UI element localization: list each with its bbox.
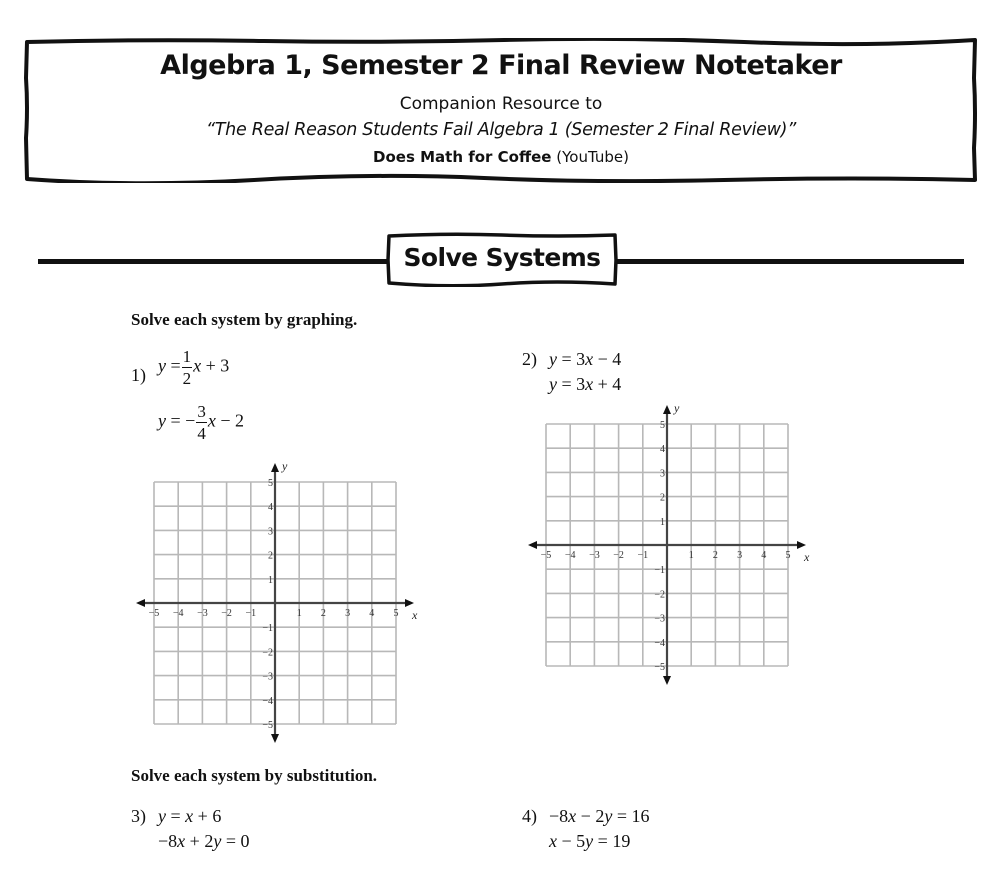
y-axis-label: y [674, 401, 680, 415]
x-tick-label: 5 [393, 608, 399, 619]
y-axis-down-arrow-icon [663, 676, 671, 685]
credit-name: Does Math for Coffee [373, 148, 552, 166]
x-tick-label: 1 [688, 550, 694, 561]
header-box [24, 38, 978, 183]
x-tick-label: −3 [589, 550, 600, 561]
x-tick-label: 4 [761, 550, 767, 561]
variable: x [185, 806, 194, 826]
eq-rest: − 2 [220, 410, 244, 431]
problem-3-equation-1: y = x + 6 [158, 806, 222, 826]
variable: x [177, 831, 186, 851]
x-axis-left-arrow-icon [528, 541, 537, 549]
variable: x [568, 806, 577, 826]
y-axis-label: y [282, 459, 288, 473]
fraction-denominator: 2 [182, 369, 192, 388]
section-title: Solve Systems [403, 243, 601, 272]
problem-1-equation-2 [158, 403, 244, 442]
y-tick-label: 3 [660, 468, 665, 480]
fraction-denominator: 4 [197, 424, 206, 443]
eq-lhs: y [158, 355, 166, 376]
variable: y [158, 806, 166, 826]
x-tick-label: −1 [637, 550, 649, 561]
eq-var: x [585, 374, 594, 394]
x-tick-label: −3 [197, 608, 208, 619]
x-tick-label: −5 [148, 608, 160, 619]
coordinate-grid-2[interactable] [522, 397, 822, 697]
y-tick-label: 5 [660, 420, 665, 431]
eq-lhs: y [549, 349, 557, 369]
eq-op: = [170, 410, 181, 431]
section-divider-right [616, 259, 964, 264]
y-tick-label: 4 [660, 444, 665, 456]
x-axis-label: x [804, 550, 810, 564]
x-axis-right-arrow-icon [405, 599, 414, 607]
y-tick-label: −5 [262, 720, 273, 731]
eq-var: x [207, 410, 216, 431]
eq-rest: − 4 [593, 349, 622, 369]
y-tick-label: 1 [268, 574, 273, 586]
problem-1-equation-1 [158, 348, 229, 387]
variable: y [213, 831, 222, 851]
x-tick-label: 4 [369, 608, 375, 619]
eq-op: = [170, 355, 181, 376]
video-title: “The Real Reason Students Fail Algebra 1 (Semester 2 Final Review)” [206, 120, 796, 140]
y-tick-label: 4 [268, 502, 273, 514]
substitution-instruction: Solve each system by substitution. [131, 766, 378, 785]
x-tick-label: −4 [564, 550, 576, 561]
eq-rhs: = 3 [557, 374, 586, 394]
credit-line [24, 148, 978, 166]
y-axis-up-arrow-icon [663, 405, 671, 414]
fraction-numerator: 1 [182, 347, 192, 366]
y-tick-label: −4 [262, 695, 273, 707]
x-tick-label: −4 [172, 608, 184, 619]
y-tick-label: 2 [660, 492, 665, 504]
x-axis-right-arrow-icon [797, 541, 806, 549]
fraction [182, 348, 193, 387]
eq-rest: + 3 [205, 355, 230, 376]
y-tick-label: 3 [268, 526, 273, 538]
eq-rest: + 4 [593, 374, 622, 394]
coordinate-grid-1[interactable] [130, 455, 430, 755]
x-tick-label: 2 [712, 550, 718, 561]
problem-4-number: 4) [522, 806, 537, 826]
section-divider-left [38, 259, 388, 264]
y-tick-label: −2 [654, 589, 665, 601]
x-tick-label: −5 [540, 550, 552, 561]
y-tick-label: −2 [262, 647, 273, 659]
document-title: Algebra 1, Semester 2 Final Review Notetaker [160, 50, 842, 81]
x-tick-label: −2 [221, 608, 232, 619]
variable: y [585, 831, 594, 851]
x-tick-label: 5 [785, 550, 791, 561]
x-tick-label: −1 [245, 608, 257, 619]
problem-3-equation-2: −8x + 2y = 0 [158, 831, 250, 851]
x-tick-label: 3 [737, 550, 743, 561]
problem-2-number: 2) [522, 349, 537, 369]
y-tick-label: −3 [654, 613, 665, 625]
credit-platform: (YouTube) [556, 148, 629, 166]
problem-3-number: 3) [131, 806, 146, 826]
fraction-numerator: 3 [197, 402, 206, 421]
graphing-instruction: Solve each system by graphing. [131, 310, 358, 329]
y-tick-label: −1 [262, 623, 273, 635]
x-axis-left-arrow-icon [136, 599, 145, 607]
eq-sign: − [185, 410, 196, 431]
y-tick-label: 2 [268, 550, 273, 562]
section-header [386, 232, 618, 287]
y-tick-label: 5 [268, 478, 273, 489]
problem-4-equation-2: x − 5y = 19 [549, 831, 631, 851]
x-tick-label: 1 [296, 608, 302, 619]
problem-2-equation-2 [549, 374, 621, 395]
y-tick-label: −5 [654, 662, 665, 673]
y-axis-up-arrow-icon [271, 463, 279, 472]
eq-lhs: y [549, 374, 557, 394]
y-tick-label: −1 [654, 565, 665, 577]
eq-lhs: y [158, 410, 166, 431]
eq-var: x [193, 355, 202, 376]
fraction [196, 403, 207, 442]
variable: y [604, 806, 613, 826]
x-tick-label: 2 [320, 608, 326, 619]
eq-rhs: = 3 [557, 349, 586, 369]
x-axis-label: x [412, 608, 418, 622]
problem-1-number: 1) [131, 365, 146, 385]
y-tick-label: −4 [654, 637, 665, 649]
y-tick-label: −3 [262, 671, 273, 683]
x-tick-label: 3 [345, 608, 351, 619]
x-tick-label: −2 [613, 550, 624, 561]
variable: x [549, 831, 557, 851]
document-subtitle: Companion Resource to [399, 94, 603, 114]
problem-4-equation-1: −8x − 2y = 16 [549, 806, 650, 826]
y-tick-label: 1 [660, 516, 665, 528]
y-axis-down-arrow-icon [271, 734, 279, 743]
problem-2-equation-1 [549, 349, 621, 370]
eq-var: x [585, 349, 594, 369]
